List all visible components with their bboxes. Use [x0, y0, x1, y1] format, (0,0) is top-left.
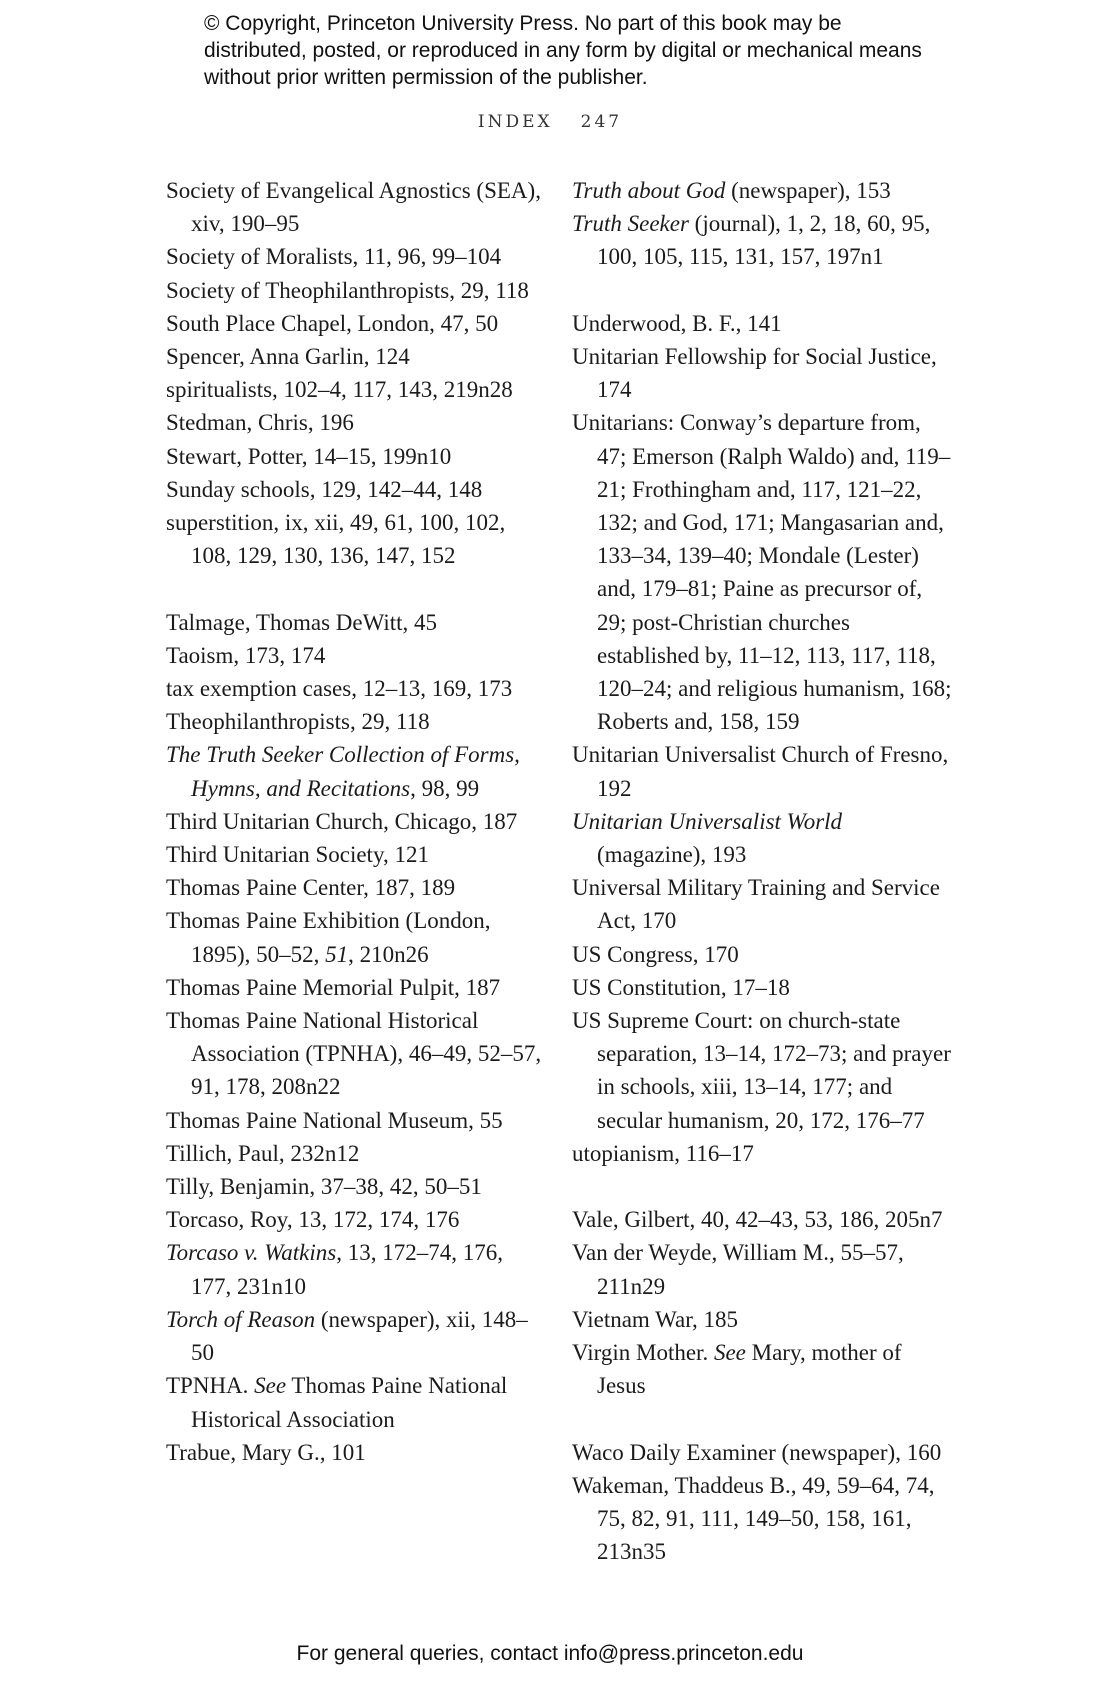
entry-italic-text: 51	[325, 941, 349, 967]
letter-group-gap	[166, 572, 546, 605]
index-entry	[166, 274, 546, 307]
index-entry	[166, 174, 546, 240]
entry-text: Vale, Gilbert, 40, 42–43, 53, 186, 205n7	[572, 1207, 943, 1233]
entry-text: (journal), 1, 2, 18, 60, 95, 100, 105, 115, 131, 157, 197n1	[597, 211, 931, 270]
index-entry	[166, 805, 546, 838]
entry-text: Torcaso, Roy, 13, 172, 174, 176	[166, 1207, 460, 1233]
entry-text: (newspaper), xii, 148–50	[191, 1306, 528, 1366]
entry-text: (newspaper), 153	[725, 178, 891, 203]
entry-text: Sunday schools, 129, 142–44, 148	[166, 476, 483, 502]
index-entry	[572, 1203, 952, 1236]
page-number: 247	[580, 112, 623, 132]
entry-text: Talmage, Thomas DeWitt, 45	[166, 609, 438, 635]
index-entry	[572, 938, 952, 971]
running-head	[0, 112, 1100, 132]
entry-text: Mary, mother of Jesus	[597, 1340, 902, 1399]
entry-text: South Place Chapel, London, 47, 50	[166, 310, 499, 336]
index-entry	[166, 705, 546, 738]
entry-text: Spencer, Anna Garlin, 124	[166, 344, 410, 370]
index-entry	[166, 738, 546, 804]
index-entry	[166, 307, 546, 340]
entry-text: Thomas Paine National Historical Association (TPNHA), 46–49, 52–57, 91, 178, 208n22	[166, 1008, 542, 1100]
index-entry	[572, 805, 952, 871]
entry-text: TPNHA.	[166, 1373, 255, 1399]
index-entry	[572, 738, 952, 804]
section-title: INDEX	[477, 112, 553, 132]
entry-text: US Congress, 170	[572, 941, 739, 967]
entry-text: Third Unitarian Church, Chicago, 187	[166, 808, 518, 834]
entry-text: Wakeman, Thaddeus B., 49, 59–64, 74, 75, 82, 91, 111, 149–50, 158, 161, 213n35	[572, 1472, 935, 1565]
letter-group-gap	[572, 1170, 952, 1203]
index-entry	[166, 340, 546, 373]
entry-text: Universal Military Training and Service Act, 170	[572, 875, 940, 934]
index-column-left	[166, 174, 546, 1469]
entry-text: Thomas Paine Exhibition (London, 1895), 50–52,	[166, 908, 491, 967]
entry-text: US Constitution, 17–18	[572, 974, 790, 1000]
index-entry	[572, 1137, 952, 1170]
index-entry	[572, 1303, 952, 1336]
index-entry	[166, 373, 546, 406]
entry-text: , 13, 172–74, 176, 177, 231n10	[191, 1240, 503, 1299]
letter-group-gap	[572, 1402, 952, 1435]
entry-italic-text: Torcaso v. Watkins	[166, 1240, 337, 1266]
entry-text: Waco Daily Examiner (newspaper), 160	[572, 1439, 942, 1465]
entry-text: Thomas Paine Center, 187, 189	[166, 875, 456, 901]
entry-text: Third Unitarian Society, 121	[166, 842, 429, 868]
index-entry	[166, 1369, 546, 1435]
entry-text: spiritualists, 102–4, 117, 143, 219n28	[166, 377, 513, 403]
index-entry	[166, 1436, 546, 1469]
entry-text: US Supreme Court: on church-state separation, 13–14, 172–73; and prayer in schools, xiii, 13–14, 177; and secular humanism, 20, 172, 176–77	[572, 1008, 951, 1133]
entry-text: (magazine), 193	[597, 842, 747, 868]
index-entry	[572, 406, 952, 738]
entry-text: Thomas Paine National Museum, 55	[166, 1107, 503, 1133]
index-entry	[166, 871, 546, 904]
entry-text: , 210n26	[348, 941, 429, 967]
index-entry	[572, 1469, 952, 1569]
entry-text: Tillich, Paul, 232n12	[166, 1140, 360, 1166]
index-entry	[166, 473, 546, 506]
entry-text: Trabue, Mary G., 101	[166, 1439, 366, 1465]
index-entry	[166, 672, 546, 705]
index-entry	[572, 971, 952, 1004]
entry-text: Unitarians: Conway’s departure from, 47; Emerson (Ralph Waldo) and, 119–21; Frothingham and, 117, 121–22, 132; and God, 171; Mangasarian and, 133–34, 139–40; Mondale (Lester) and, 179–81; Paine as precursor of, 29; post-Christian churches established by, 11–12, 113, 117, 118, 120–24; and religious humanism, 168; Roberts and, 158, 159	[572, 410, 952, 735]
index-entry	[572, 1336, 952, 1402]
index-entry	[166, 606, 546, 639]
entry-text: Thomas Paine Memorial Pulpit, 187	[166, 974, 501, 1000]
index-entry	[166, 904, 546, 970]
entry-text: Tilly, Benjamin, 37–38, 42, 50–51	[166, 1174, 482, 1200]
index-entry	[572, 1236, 952, 1302]
index-entry	[572, 207, 952, 273]
entry-text: Unitarian Universalist Church of Fresno, 192	[572, 742, 949, 801]
entry-text: tax exemption cases, 12–13, 169, 173	[166, 676, 513, 702]
index-entry	[166, 1203, 546, 1236]
index-entry	[166, 1004, 546, 1104]
entry-text: Society of Theophilanthropists, 29, 118	[166, 277, 529, 303]
entry-text: Stedman, Chris, 196	[166, 410, 354, 436]
entry-italic-text: See	[713, 1340, 746, 1366]
entry-italic-text: Truth about God	[572, 178, 726, 203]
entry-text: Thomas Paine National Historical Association	[191, 1373, 508, 1432]
entry-text: Underwood, B. F., 141	[572, 310, 782, 336]
index-entry	[166, 506, 546, 572]
entry-text: Van der Weyde, William M., 55–57, 211n29	[572, 1240, 904, 1299]
entry-text: Virgin Mother.	[572, 1340, 714, 1366]
index-entry	[572, 307, 952, 340]
index-entry	[166, 406, 546, 439]
index-entry	[572, 1436, 952, 1469]
index-entry	[166, 240, 546, 273]
index-entry	[166, 1170, 546, 1203]
footer-contact: For general queries, contact info@press.princeton.edu	[296, 1642, 804, 1665]
index-entry	[572, 871, 952, 937]
index-entry	[166, 1137, 546, 1170]
entry-text: Unitarian Fellowship for Social Justice, 174	[572, 344, 937, 403]
index-entry	[166, 440, 546, 473]
entry-text: Theophilanthropists, 29, 118	[166, 709, 430, 735]
index-entry	[572, 340, 952, 406]
entry-text: Vietnam War, 185	[572, 1306, 738, 1332]
index-entry	[166, 1303, 546, 1369]
entry-italic-text: Unitarian Universalist World	[572, 808, 843, 834]
index-column-right	[572, 174, 952, 1568]
index-entry	[166, 838, 546, 871]
copyright-notice: © Copyright, Princeton University Press. No part of this book may be distributed, posted, or reproduced in any form by digital or mechanical means without prior written permission of the publisher.	[204, 12, 922, 89]
entry-text: , 98, 99	[410, 775, 480, 801]
entry-italic-text: Torch of Reason	[166, 1306, 316, 1332]
entry-italic-text: See	[254, 1373, 287, 1399]
entry-italic-text: The Truth Seeker Collection of Forms, Hymns, and Recitations	[166, 742, 520, 801]
entry-text: utopianism, 116–17	[572, 1140, 754, 1166]
index-entry	[572, 174, 952, 207]
index-entry	[166, 1104, 546, 1137]
letter-group-gap	[572, 274, 952, 307]
index-entry	[166, 1236, 546, 1302]
index-entry	[166, 971, 546, 1004]
entry-text: Society of Evangelical Agnostics (SEA), xiv, 190–95	[166, 178, 541, 237]
index-entry	[572, 1004, 952, 1137]
entry-italic-text: Truth Seeker	[572, 211, 689, 237]
entry-text: Stewart, Potter, 14–15, 199n10	[166, 443, 452, 469]
entry-text: superstition, ix, xii, 49, 61, 100, 102, 108, 129, 130, 136, 147, 152	[166, 510, 506, 569]
entry-text: Taoism, 173, 174	[166, 642, 326, 668]
index-entry	[166, 639, 546, 672]
entry-text: Society of Moralists, 11, 96, 99–104	[166, 244, 502, 270]
